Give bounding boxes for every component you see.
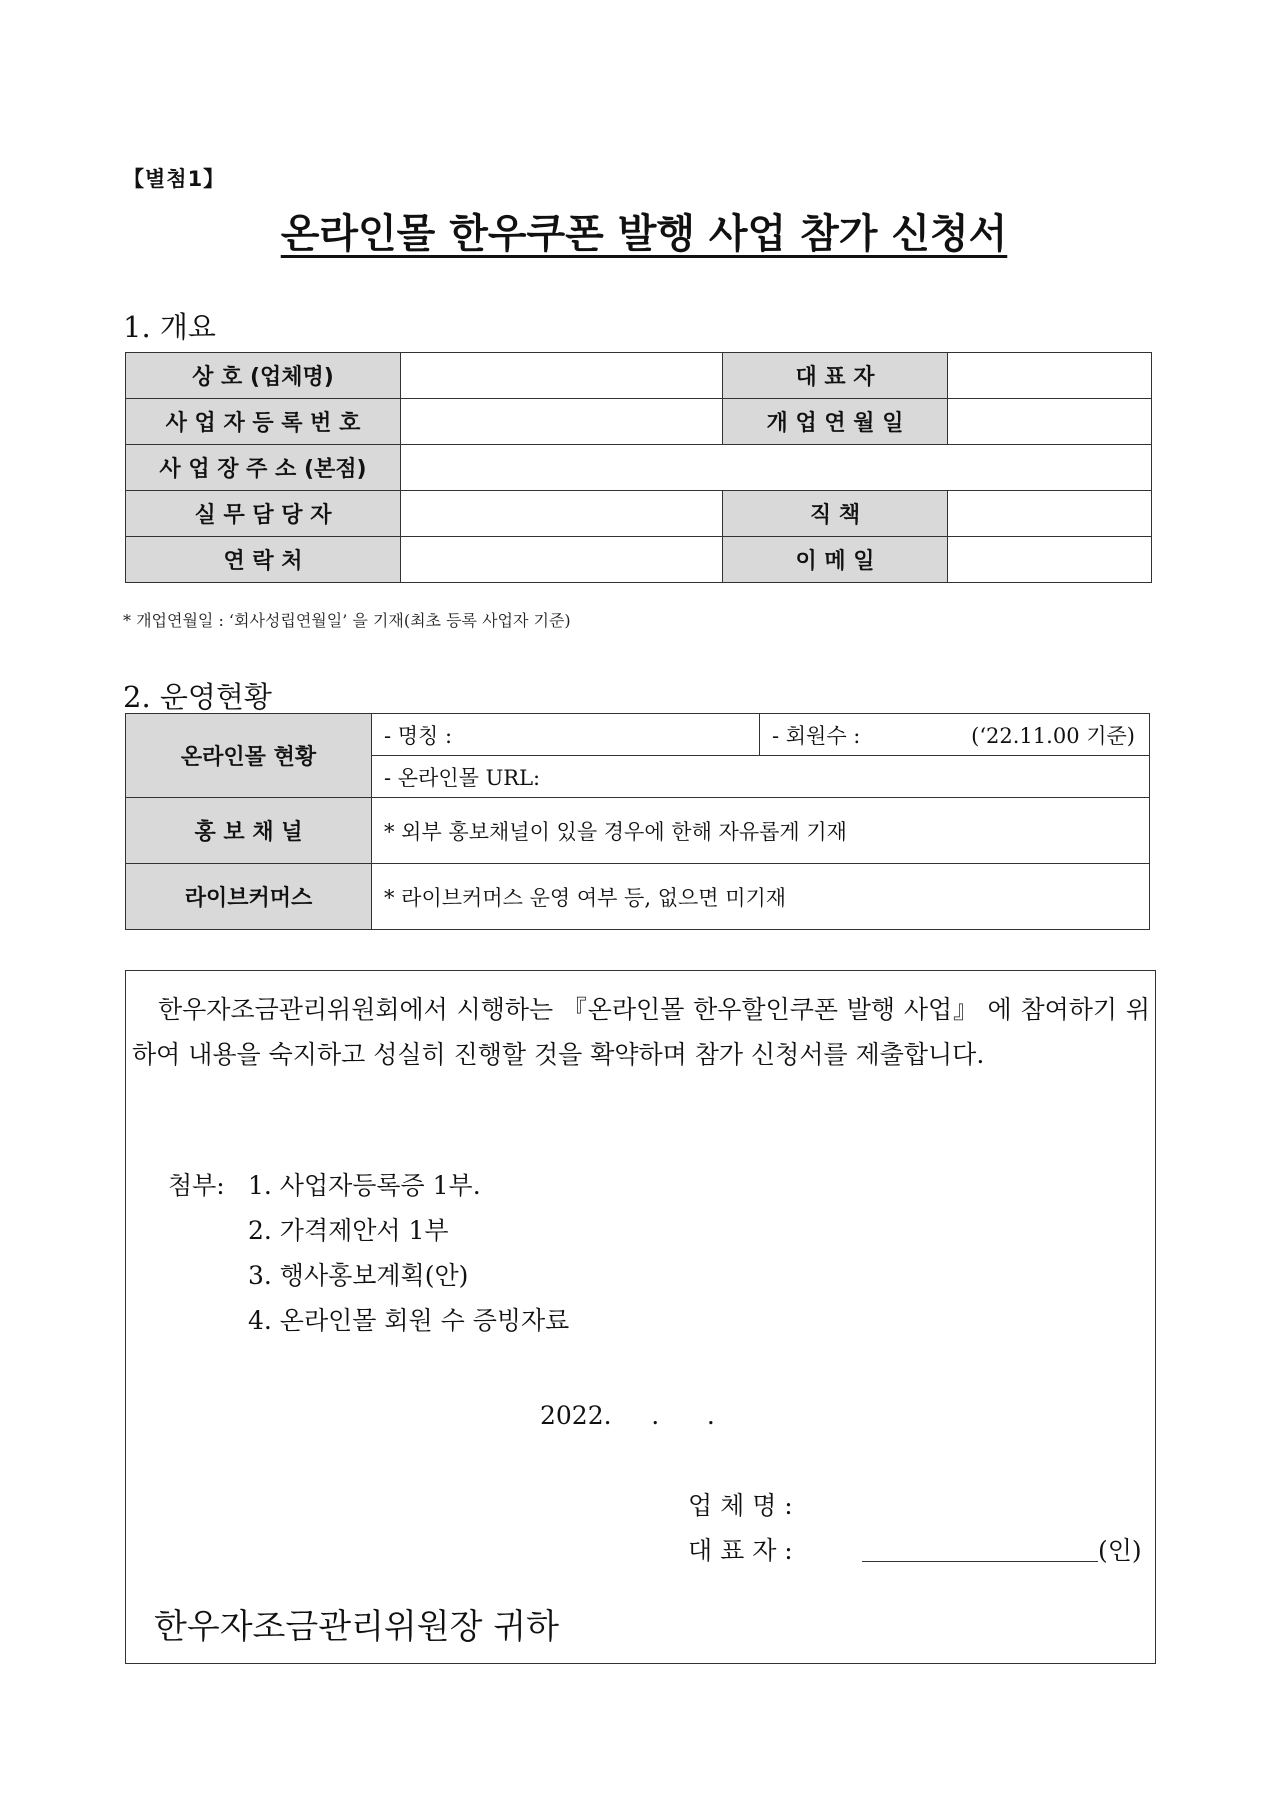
overview-table [125, 352, 1152, 583]
company-name-label: 업 체 명 : [688, 1491, 793, 1520]
company-field[interactable] [401, 353, 723, 399]
representative-label: 대 표 자 : [688, 1536, 793, 1565]
attachment-item: 2. 가격제안서 1부 [248, 1216, 449, 1245]
page-title: 온라인몰 한우쿠폰 발행 사업 참가 신청서 [280, 211, 1008, 257]
addressee: 한우자조금관리위원장 귀하 [154, 1607, 559, 1647]
operations-table [125, 713, 1150, 930]
declaration-box [125, 970, 1156, 1664]
label-representative: 대 표 자 [723, 353, 948, 399]
attachment-item: 1. 사업자등록증 1부. [248, 1171, 481, 1200]
label-address: 사 업 장 주 소 (본점) [126, 445, 401, 491]
label-manager: 실 무 담 당 자 [126, 491, 401, 537]
members-label: - 회원수 : [772, 723, 861, 748]
label-live-commerce: 라이브커머스 [126, 864, 372, 930]
members-basis: (‘22.11.00 기준) [971, 723, 1135, 748]
label-founding-date: 개 업 연 월 일 [723, 399, 948, 445]
founding-date-note: * 개업연월일 : ‘회사성립연월일’ 을 기재(최초 등록 사업자 기준) [123, 611, 571, 630]
declaration-text: 한우자조금관리위원회에서 시행하는 『온라인몰 한우할인쿠폰 발행 사업』 에 참여하기 위하여 내용을 숙지하고 성실히 진행할 것을 확약하며 참가 신청서를 제출합니다. [132, 995, 1150, 1069]
label-position: 직 책 [723, 491, 948, 537]
address-field[interactable] [401, 445, 1152, 491]
seal-label: (인) [1098, 1536, 1142, 1565]
label-mall-status: 온라인몰 현황 [126, 714, 372, 798]
email-field[interactable] [948, 537, 1152, 583]
label-biz-reg-no: 사 업 자 등 록 번 호 [126, 399, 401, 445]
label-contact: 연 락 처 [126, 537, 401, 583]
section-heading-operations: 2. 운영현황 [123, 680, 272, 714]
label-email: 이 메 일 [723, 537, 948, 583]
promo-channel-field[interactable]: * 외부 홍보채널이 있을 경우에 한해 자유롭게 기재 [372, 798, 1150, 864]
manager-field[interactable] [401, 491, 723, 537]
mall-name-field[interactable]: - 명칭 : [372, 714, 760, 756]
date-line: 2022. . . [540, 1401, 715, 1430]
attachment-item: 3. 행사홍보계획(안) [248, 1261, 469, 1290]
signature-line[interactable] [862, 1561, 1098, 1562]
founding-date-field[interactable] [948, 399, 1152, 445]
position-field[interactable] [948, 491, 1152, 537]
biz-reg-no-field[interactable] [401, 399, 723, 445]
mall-url-field[interactable]: - 온라인몰 URL: [372, 756, 1150, 798]
attachment-item: 4. 온라인몰 회원 수 증빙자료 [248, 1306, 570, 1335]
attach-label: 첨부: [168, 1171, 225, 1200]
label-company: 상 호 (업체명) [126, 353, 401, 399]
live-commerce-field[interactable]: * 라이브커머스 운영 여부 등, 없으면 미기재 [372, 864, 1150, 930]
label-promo-channel: 홍 보 채 널 [126, 798, 372, 864]
attachment-tag: 【별첨1】 [123, 167, 226, 191]
members-field[interactable] [760, 714, 1150, 756]
contact-field[interactable] [401, 537, 723, 583]
representative-field[interactable] [948, 353, 1152, 399]
section-heading-overview: 1. 개요 [123, 310, 216, 344]
